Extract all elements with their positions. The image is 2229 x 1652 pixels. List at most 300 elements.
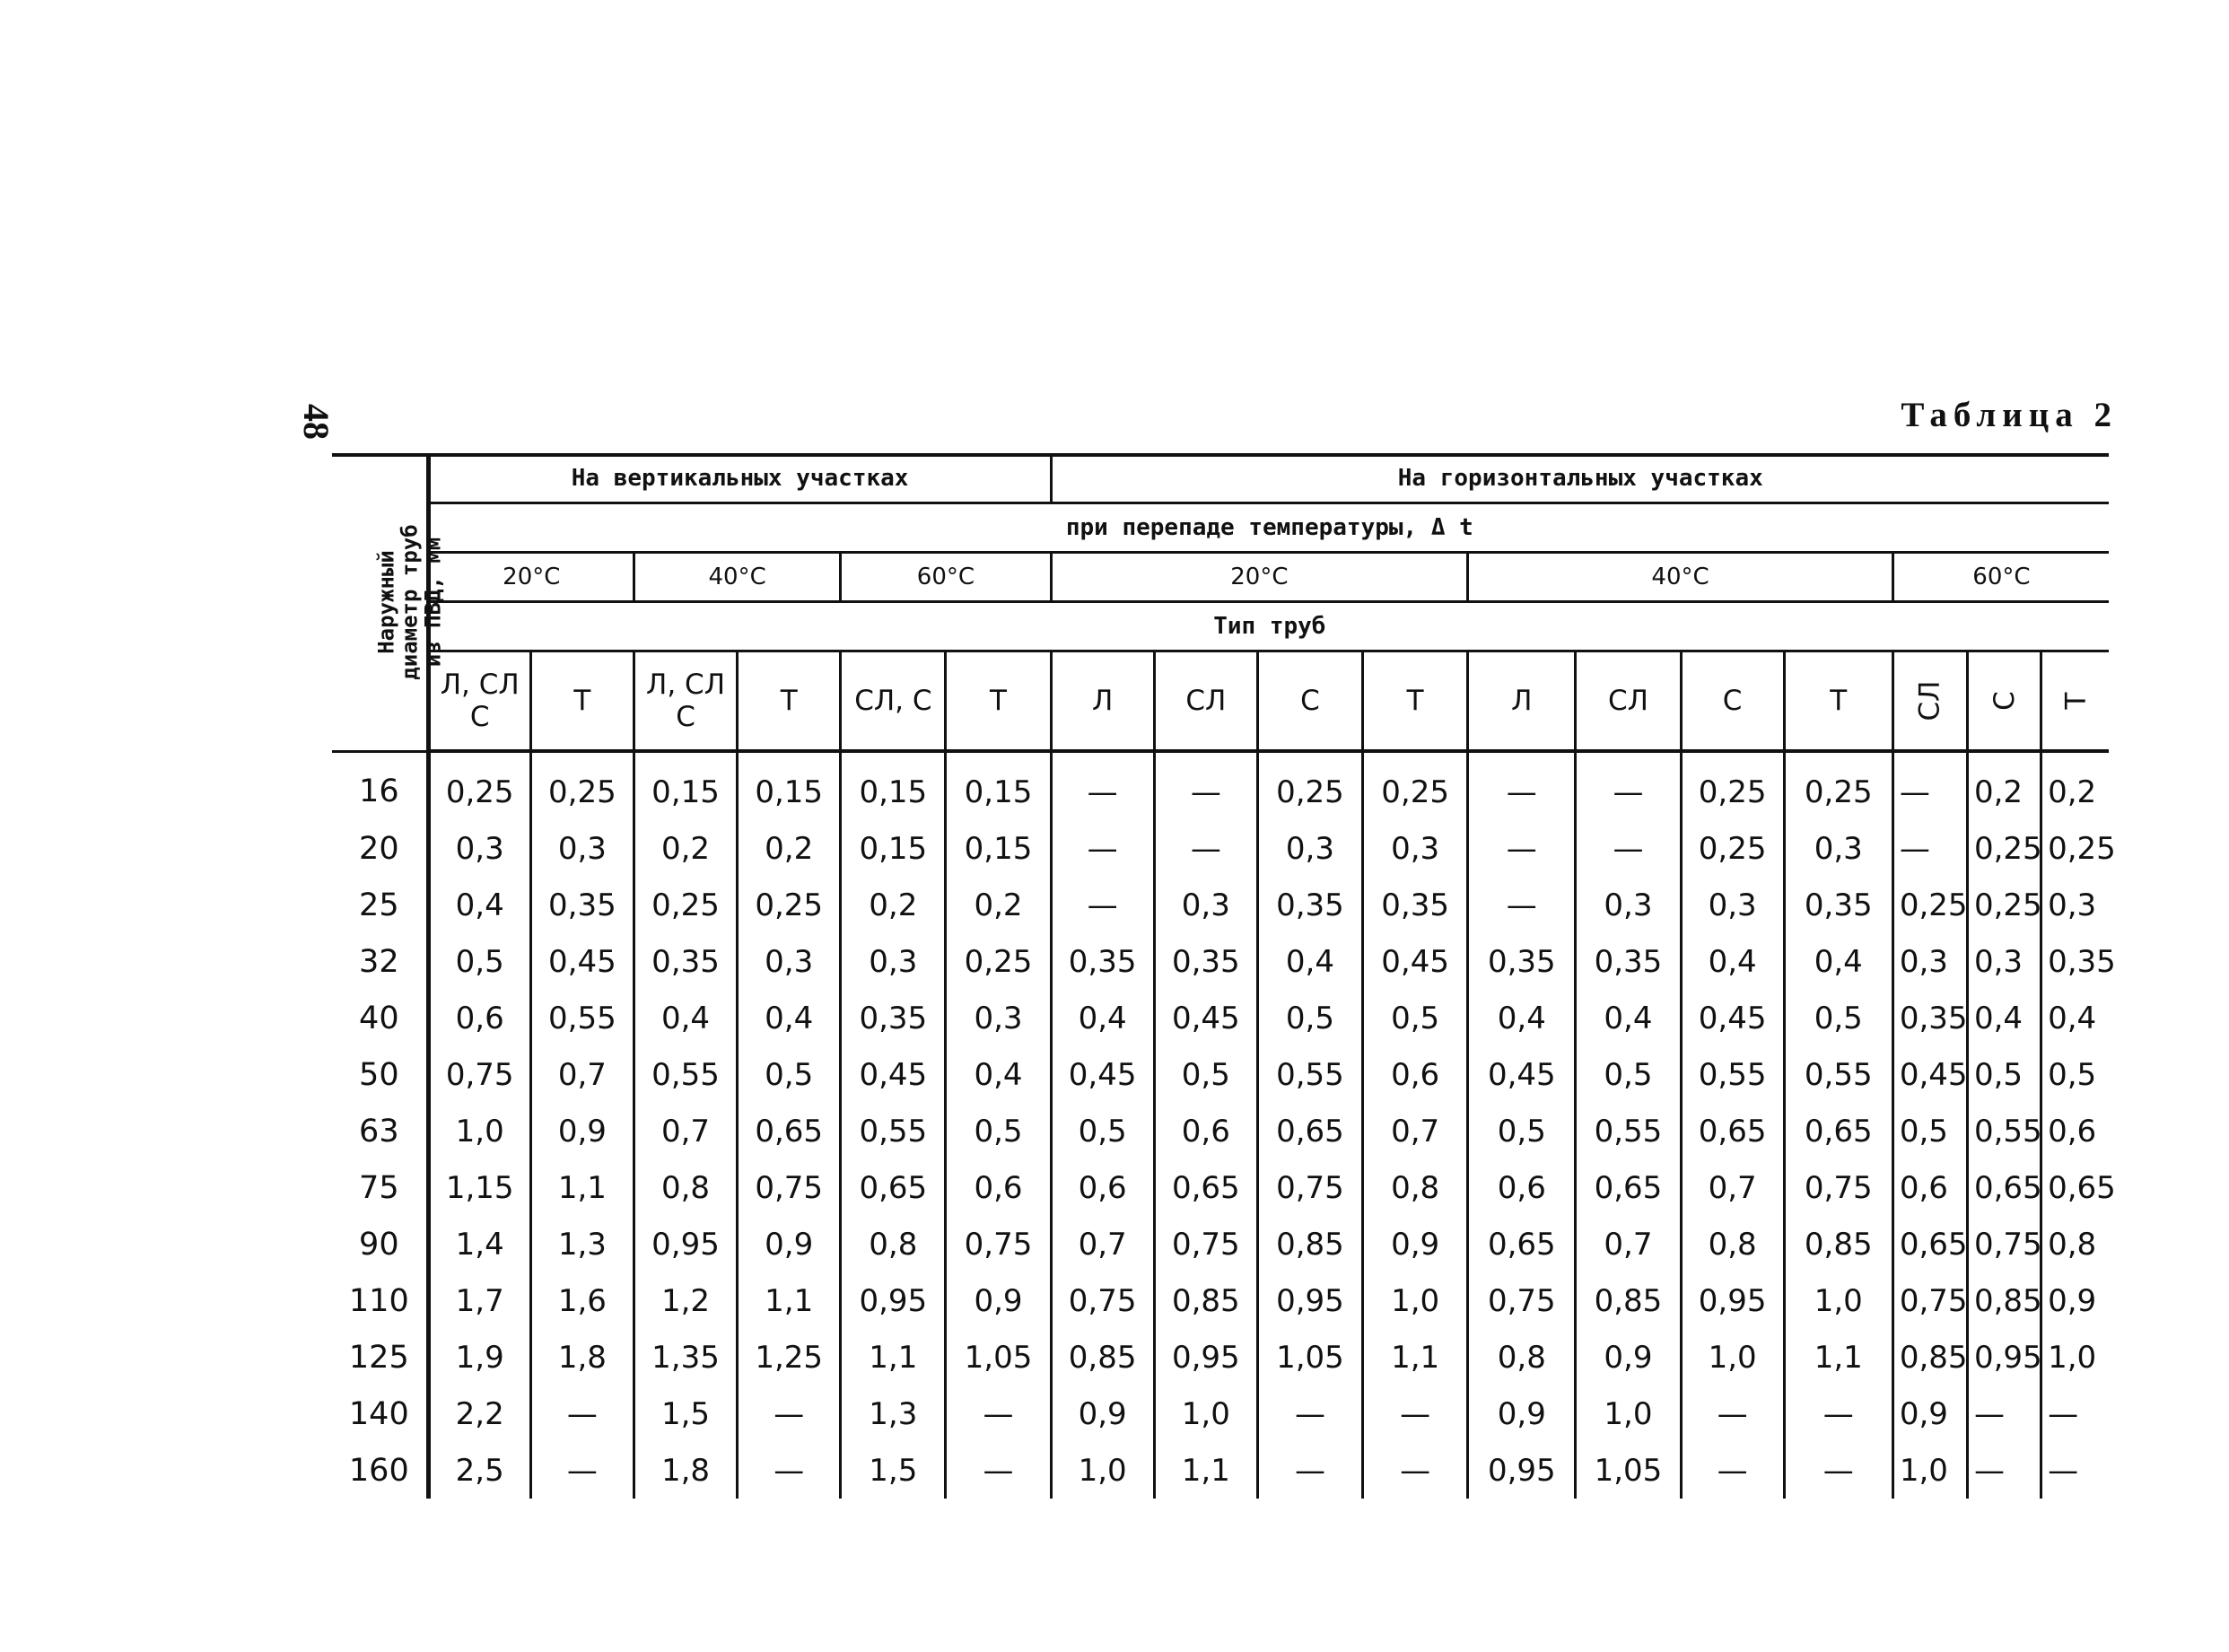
table-row — [332, 1442, 2109, 1499]
table-row — [332, 1103, 2109, 1159]
value-cell: 1,1 — [1363, 1329, 1468, 1385]
temp-h20: 20°C — [1051, 553, 1468, 602]
value-cell: 0,4 — [946, 1046, 1051, 1103]
value-cell: 1,0 — [2041, 1329, 2109, 1385]
value-cell: — — [1892, 820, 1967, 877]
value-cell: 1,8 — [530, 1329, 634, 1385]
value-cell: 0,75 — [738, 1159, 841, 1216]
value-cell: 1,25 — [738, 1329, 841, 1385]
pipe-type-cell — [946, 651, 1051, 752]
value-cell: 0,4 — [738, 990, 841, 1046]
stub-header-text — [375, 525, 445, 680]
value-cell: — — [1051, 751, 1154, 820]
value-cell: 0,2 — [634, 820, 737, 877]
value-cell: 0,15 — [738, 751, 841, 820]
value-cell: 0,6 — [1154, 1103, 1257, 1159]
value-cell: 1,9 — [428, 1329, 530, 1385]
value-cell: — — [946, 1385, 1051, 1442]
stub-line-1: Наружный — [373, 550, 399, 655]
pipe-type-cell — [1154, 651, 1257, 752]
value-cell: 1,1 — [841, 1329, 946, 1385]
pipe-type-label: СЛ — [1185, 685, 1227, 717]
value-cell: 1,6 — [530, 1272, 634, 1329]
value-cell: 0,4 — [1468, 990, 1576, 1046]
pipe-type-cell — [841, 651, 946, 752]
value-cell: 1,0 — [428, 1103, 530, 1159]
table-body — [332, 751, 2116, 1499]
value-cell: 0,95 — [1154, 1329, 1257, 1385]
value-cell: 0,35 — [841, 990, 946, 1046]
pipe-type-label: Т — [573, 685, 591, 717]
value-cell: — — [1363, 1385, 1468, 1442]
value-cell: — — [1051, 820, 1154, 877]
value-cell: 0,85 — [1154, 1272, 1257, 1329]
value-cell: 0,85 — [1784, 1216, 1892, 1272]
value-cell: 0,75 — [1784, 1159, 1892, 1216]
value-cell: 0,25 — [634, 877, 737, 933]
diameter-cell: 75 — [359, 1169, 399, 1206]
value-cell: 0,35 — [1051, 933, 1154, 990]
value-cell: 0,55 — [530, 990, 634, 1046]
value-cell: 0,35 — [1257, 877, 1362, 933]
pipe-type-label: Т — [990, 685, 1007, 717]
value-cell: 0,25 — [2041, 820, 2109, 877]
value-cell: 0,8 — [634, 1159, 737, 1216]
value-cell: 0,2 — [738, 820, 841, 877]
value-cell: — — [1967, 1385, 2041, 1442]
pipe-type-cell — [1967, 651, 2041, 752]
value-cell: 0,75 — [1154, 1216, 1257, 1272]
value-cell: 0,15 — [946, 820, 1051, 877]
value-cell: 0,2 — [946, 877, 1051, 933]
value-cell: 0,65 — [1967, 1159, 2041, 1216]
value-cell: 0,95 — [1967, 1329, 2041, 1385]
value-cell: 0,9 — [946, 1272, 1051, 1329]
value-cell: — — [1154, 820, 1257, 877]
value-cell: 0,3 — [428, 820, 530, 877]
value-cell: 0,35 — [634, 933, 737, 990]
horizontal-sections-header: На горизонтальных участках — [1051, 455, 2109, 503]
pipe-type-cell — [634, 651, 737, 752]
value-cell: 0,65 — [2041, 1159, 2109, 1216]
diameter-cell: 50 — [359, 1056, 399, 1093]
value-cell: 0,25 — [530, 751, 634, 820]
value-cell: 0,5 — [2041, 1046, 2109, 1103]
pipe-type-cell — [2041, 651, 2109, 752]
value-cell: 0,55 — [634, 1046, 737, 1103]
value-cell: 0,95 — [1257, 1272, 1362, 1329]
value-cell: 1,05 — [1576, 1442, 1681, 1499]
value-cell: 0,3 — [1257, 820, 1362, 877]
pipe-type-label: Т — [780, 685, 798, 717]
value-cell: 0,3 — [841, 933, 946, 990]
temp-v60: 60°C — [841, 553, 1051, 602]
diameter-cell: 32 — [359, 943, 399, 980]
value-cell: 0,25 — [738, 877, 841, 933]
table-row — [332, 1216, 2109, 1272]
value-cell: 0,3 — [1363, 820, 1468, 877]
value-cell: 0,85 — [1257, 1216, 1362, 1272]
value-cell: 0,45 — [1892, 1046, 1967, 1103]
pipe-type-cell — [1576, 651, 1681, 752]
table-row — [332, 1385, 2109, 1442]
pipe-type-label: СЛ — [1607, 685, 1648, 717]
value-cell: 1,15 — [428, 1159, 530, 1216]
value-cell: 1,05 — [946, 1329, 1051, 1385]
value-cell: 1,5 — [841, 1442, 946, 1499]
value-cell: 0,25 — [1257, 751, 1362, 820]
pipe-type-cell — [1681, 651, 1784, 752]
value-cell: 0,75 — [1257, 1159, 1362, 1216]
value-cell: 0,75 — [946, 1216, 1051, 1272]
value-cell: 0,15 — [841, 820, 946, 877]
page-number: 48 — [296, 404, 337, 440]
value-cell: 0,4 — [1681, 933, 1784, 990]
value-cell: — — [1257, 1442, 1362, 1499]
value-cell: 0,3 — [946, 990, 1051, 1046]
value-cell: 1,0 — [1051, 1442, 1154, 1499]
value-cell: 0,95 — [1681, 1272, 1784, 1329]
pipe-type-label: С — [1722, 685, 1743, 717]
value-cell: 1,0 — [1892, 1442, 1967, 1499]
value-cell: — — [946, 1442, 1051, 1499]
value-cell: 0,7 — [1363, 1103, 1468, 1159]
temp-h60: 60°C — [1892, 553, 2109, 602]
pipe-type-cell — [1784, 651, 1892, 752]
value-cell: 0,15 — [841, 751, 946, 820]
value-cell: 0,4 — [1257, 933, 1362, 990]
value-cell: — — [530, 1442, 634, 1499]
value-cell: 0,25 — [1681, 751, 1784, 820]
value-cell: 0,95 — [1468, 1442, 1576, 1499]
pipe-type-cell — [530, 651, 634, 752]
value-cell: 0,6 — [1892, 1159, 1967, 1216]
value-cell: 0,25 — [1363, 751, 1468, 820]
value-cell: 1,1 — [738, 1272, 841, 1329]
value-cell: 0,2 — [2041, 751, 2109, 820]
value-cell: 0,3 — [1576, 877, 1681, 933]
stub-line-3: из ПВД, мм — [420, 538, 446, 668]
value-cell: 0,5 — [1051, 1103, 1154, 1159]
pipe-type-label: Т — [1830, 685, 1848, 717]
value-cell: 0,35 — [1154, 933, 1257, 990]
value-cell: 0,7 — [1576, 1216, 1681, 1272]
pipe-type-cell — [738, 651, 841, 752]
value-cell: 1,05 — [1257, 1329, 1362, 1385]
value-cell: 2,5 — [428, 1442, 530, 1499]
diameter-cell: 140 — [348, 1395, 409, 1432]
value-cell: 0,65 — [1257, 1103, 1362, 1159]
value-cell: — — [1154, 751, 1257, 820]
value-cell: — — [1468, 877, 1576, 933]
value-cell: 1,4 — [428, 1216, 530, 1272]
value-cell: — — [2041, 1442, 2109, 1499]
value-cell: 1,1 — [1784, 1329, 1892, 1385]
pipe-types-row — [332, 651, 2109, 752]
value-cell: 0,9 — [738, 1216, 841, 1272]
value-cell: 0,3 — [530, 820, 634, 877]
value-cell: 0,4 — [1967, 990, 2041, 1046]
value-cell: 0,45 — [1154, 990, 1257, 1046]
value-cell: 0,3 — [1784, 820, 1892, 877]
value-cell: 0,5 — [1154, 1046, 1257, 1103]
value-cell: 0,95 — [841, 1272, 946, 1329]
value-cell: 0,65 — [1681, 1103, 1784, 1159]
value-cell: 0,7 — [1051, 1216, 1154, 1272]
table-row — [332, 877, 2109, 933]
value-cell: 0,35 — [2041, 933, 2109, 990]
value-cell: — — [1576, 751, 1681, 820]
data-table — [332, 455, 2116, 1499]
value-cell: 0,45 — [1468, 1046, 1576, 1103]
pipe-type-cell — [1892, 651, 1967, 752]
diameter-cell: 63 — [359, 1113, 399, 1149]
value-cell: 0,55 — [1784, 1046, 1892, 1103]
vertical-sections-header: На вертикальных участках — [428, 455, 1051, 503]
diameter-cell: 125 — [348, 1339, 409, 1376]
pipe-type-label: Т — [1406, 685, 1424, 717]
value-cell: — — [1784, 1385, 1892, 1442]
value-cell: 0,5 — [946, 1103, 1051, 1159]
value-cell: 0,6 — [946, 1159, 1051, 1216]
value-cell: 0,6 — [2041, 1103, 2109, 1159]
value-cell: 0,65 — [1576, 1159, 1681, 1216]
value-cell: 0,9 — [530, 1103, 634, 1159]
value-cell: 0,65 — [738, 1103, 841, 1159]
value-cell: 1,35 — [634, 1329, 737, 1385]
pipe-type-label: Л — [1511, 685, 1533, 717]
value-cell: 0,9 — [1363, 1216, 1468, 1272]
value-cell: 0,2 — [841, 877, 946, 933]
value-cell: 1,2 — [634, 1272, 737, 1329]
value-cell: 0,15 — [634, 751, 737, 820]
value-cell: 0,45 — [1681, 990, 1784, 1046]
pipe-type-label: Л, СЛ С — [646, 669, 726, 733]
table-row — [332, 820, 2109, 877]
value-cell: 0,55 — [1257, 1046, 1362, 1103]
pipe-type-label: С — [1988, 691, 2021, 711]
table-row — [332, 1046, 2109, 1103]
diameter-cell: 160 — [348, 1452, 409, 1489]
table-row — [332, 990, 2109, 1046]
value-cell: 0,6 — [1468, 1159, 1576, 1216]
value-cell: — — [1051, 877, 1154, 933]
value-cell: 2,2 — [428, 1385, 530, 1442]
value-cell: 0,55 — [1967, 1103, 2041, 1159]
value-cell: 0,7 — [1681, 1159, 1784, 1216]
value-cell: 0,5 — [1468, 1103, 1576, 1159]
value-cell: — — [1967, 1442, 2041, 1499]
value-cell: 0,8 — [1468, 1329, 1576, 1385]
value-cell: — — [1681, 1385, 1784, 1442]
value-cell: 0,35 — [1892, 990, 1967, 1046]
value-cell: 0,5 — [428, 933, 530, 990]
value-cell: 0,4 — [634, 990, 737, 1046]
value-cell: 0,95 — [634, 1216, 737, 1272]
stub-line-2: диаметр труб — [397, 524, 423, 680]
value-cell: 0,6 — [428, 990, 530, 1046]
table-title: Таблица 2 — [1901, 396, 2118, 434]
value-cell: 1,7 — [428, 1272, 530, 1329]
value-cell: 0,85 — [1967, 1272, 2041, 1329]
value-cell: 1,3 — [841, 1385, 946, 1442]
pipe-type-cell — [1051, 651, 1154, 752]
value-cell: — — [1468, 751, 1576, 820]
value-cell: 0,3 — [1154, 877, 1257, 933]
value-cell: 0,25 — [1681, 820, 1784, 877]
value-cell: 0,35 — [1468, 933, 1576, 990]
diameter-cell: 90 — [359, 1226, 399, 1263]
value-cell: — — [1363, 1442, 1468, 1499]
value-cell: 0,55 — [1576, 1103, 1681, 1159]
pipe-type-label: Т — [2059, 692, 2093, 710]
value-cell: 0,35 — [1576, 933, 1681, 990]
value-cell: 0,35 — [1363, 877, 1468, 933]
pipe-type-label: С — [1300, 685, 1320, 717]
value-cell: — — [1468, 820, 1576, 877]
value-cell: 0,8 — [1363, 1159, 1468, 1216]
pipe-type-label: СЛ — [1913, 680, 1946, 721]
value-cell: 0,3 — [738, 933, 841, 990]
value-cell: 0,4 — [2041, 990, 2109, 1046]
value-cell: 0,5 — [1363, 990, 1468, 1046]
value-cell: 1,0 — [1154, 1385, 1257, 1442]
value-cell: 0,45 — [1051, 1046, 1154, 1103]
value-cell: 0,35 — [1784, 877, 1892, 933]
value-cell: 0,25 — [946, 933, 1051, 990]
value-cell: 0,5 — [1257, 990, 1362, 1046]
value-cell: 0,5 — [1967, 1046, 2041, 1103]
diameter-cell: 110 — [348, 1282, 409, 1319]
value-cell: 0,2 — [1967, 751, 2041, 820]
value-cell: 0,25 — [428, 751, 530, 820]
value-cell: 0,5 — [1576, 1046, 1681, 1103]
value-cell: 0,75 — [428, 1046, 530, 1103]
value-cell: 0,8 — [2041, 1216, 2109, 1272]
value-cell: 1,3 — [530, 1216, 634, 1272]
value-cell: 0,8 — [841, 1216, 946, 1272]
diameter-cell: 25 — [359, 887, 399, 923]
value-cell: 0,5 — [738, 1046, 841, 1103]
value-cell: 0,9 — [1576, 1329, 1681, 1385]
value-cell: 0,5 — [1784, 990, 1892, 1046]
pipe-type-header: Тип труб — [428, 602, 2109, 651]
value-cell: 0,6 — [1363, 1046, 1468, 1103]
diameter-cell: 20 — [359, 830, 399, 867]
value-cell: 0,4 — [428, 877, 530, 933]
value-cell: 0,4 — [1784, 933, 1892, 990]
temp-v40: 40°C — [634, 553, 840, 602]
value-cell: 0,3 — [1681, 877, 1784, 933]
value-cell: — — [1681, 1442, 1784, 1499]
table-row — [332, 1272, 2109, 1329]
value-cell: 0,8 — [1681, 1216, 1784, 1272]
value-cell: 0,45 — [1363, 933, 1468, 990]
value-cell: — — [1576, 820, 1681, 877]
value-cell: 0,75 — [1967, 1216, 2041, 1272]
value-cell: — — [738, 1385, 841, 1442]
value-cell: 0,3 — [2041, 877, 2109, 933]
value-cell: 0,65 — [1784, 1103, 1892, 1159]
value-cell: 0,7 — [530, 1046, 634, 1103]
temp-v20: 20°C — [428, 553, 634, 602]
value-cell: 0,25 — [1784, 751, 1892, 820]
value-cell: 1,1 — [530, 1159, 634, 1216]
value-cell: 0,25 — [1967, 820, 2041, 877]
value-cell: 1,0 — [1784, 1272, 1892, 1329]
value-cell: 0,6 — [1051, 1159, 1154, 1216]
value-cell: 0,55 — [1681, 1046, 1784, 1103]
value-cell: 0,55 — [841, 1103, 946, 1159]
value-cell: 0,75 — [1468, 1272, 1576, 1329]
value-cell: 1,5 — [634, 1385, 737, 1442]
value-cell: — — [738, 1442, 841, 1499]
value-cell: 0,85 — [1892, 1329, 1967, 1385]
value-cell: 0,45 — [841, 1046, 946, 1103]
pipe-type-cell — [1468, 651, 1576, 752]
value-cell: 0,4 — [1576, 990, 1681, 1046]
temperature-delta-header: при перепаде температуры, Δ t — [428, 503, 2109, 553]
value-cell: 0,15 — [946, 751, 1051, 820]
value-cell: 0,5 — [1892, 1103, 1967, 1159]
value-cell: 1,8 — [634, 1442, 737, 1499]
pipe-type-label: СЛ, С — [854, 685, 932, 717]
table-row — [332, 751, 2109, 820]
value-cell: 0,3 — [1892, 933, 1967, 990]
value-cell: 0,35 — [530, 877, 634, 933]
value-cell: — — [2041, 1385, 2109, 1442]
table-row — [332, 933, 2109, 990]
value-cell: 1,0 — [1363, 1272, 1468, 1329]
value-cell: 0,9 — [1468, 1385, 1576, 1442]
value-cell: 1,1 — [1154, 1442, 1257, 1499]
value-cell: 0,9 — [1051, 1385, 1154, 1442]
value-cell: 0,65 — [1468, 1216, 1576, 1272]
value-cell: 0,85 — [1576, 1272, 1681, 1329]
value-cell: 0,65 — [841, 1159, 946, 1216]
value-cell: 0,4 — [1051, 990, 1154, 1046]
table-row — [332, 1329, 2109, 1385]
value-cell: — — [1892, 751, 1967, 820]
temp-h40: 40°C — [1468, 553, 1893, 602]
value-cell: 0,9 — [2041, 1272, 2109, 1329]
value-cell: 0,85 — [1051, 1329, 1154, 1385]
pipe-type-cell — [1363, 651, 1468, 752]
pipe-type-label: Л — [1092, 685, 1114, 717]
diameter-cell: 16 — [359, 774, 399, 810]
value-cell: 0,25 — [1892, 877, 1967, 933]
value-cell: — — [530, 1385, 634, 1442]
pipe-type-cell — [1257, 651, 1362, 752]
pipe-type-label: Л, СЛ С — [440, 669, 520, 733]
stub-header — [332, 455, 446, 751]
value-cell: 0,25 — [1967, 877, 2041, 933]
value-cell: 0,3 — [1967, 933, 2041, 990]
table-row — [332, 1159, 2109, 1216]
value-cell: 0,7 — [634, 1103, 737, 1159]
value-cell: 1,0 — [1681, 1329, 1784, 1385]
value-cell: 0,65 — [1892, 1216, 1967, 1272]
value-cell: — — [1257, 1385, 1362, 1442]
value-cell: 0,45 — [530, 933, 634, 990]
value-cell: 0,65 — [1154, 1159, 1257, 1216]
value-cell: 0,75 — [1051, 1272, 1154, 1329]
value-cell: — — [1784, 1442, 1892, 1499]
diameter-cell: 40 — [359, 1000, 399, 1036]
value-cell: 0,75 — [1892, 1272, 1967, 1329]
value-cell: 1,0 — [1576, 1385, 1681, 1442]
value-cell: 0,9 — [1892, 1385, 1967, 1442]
